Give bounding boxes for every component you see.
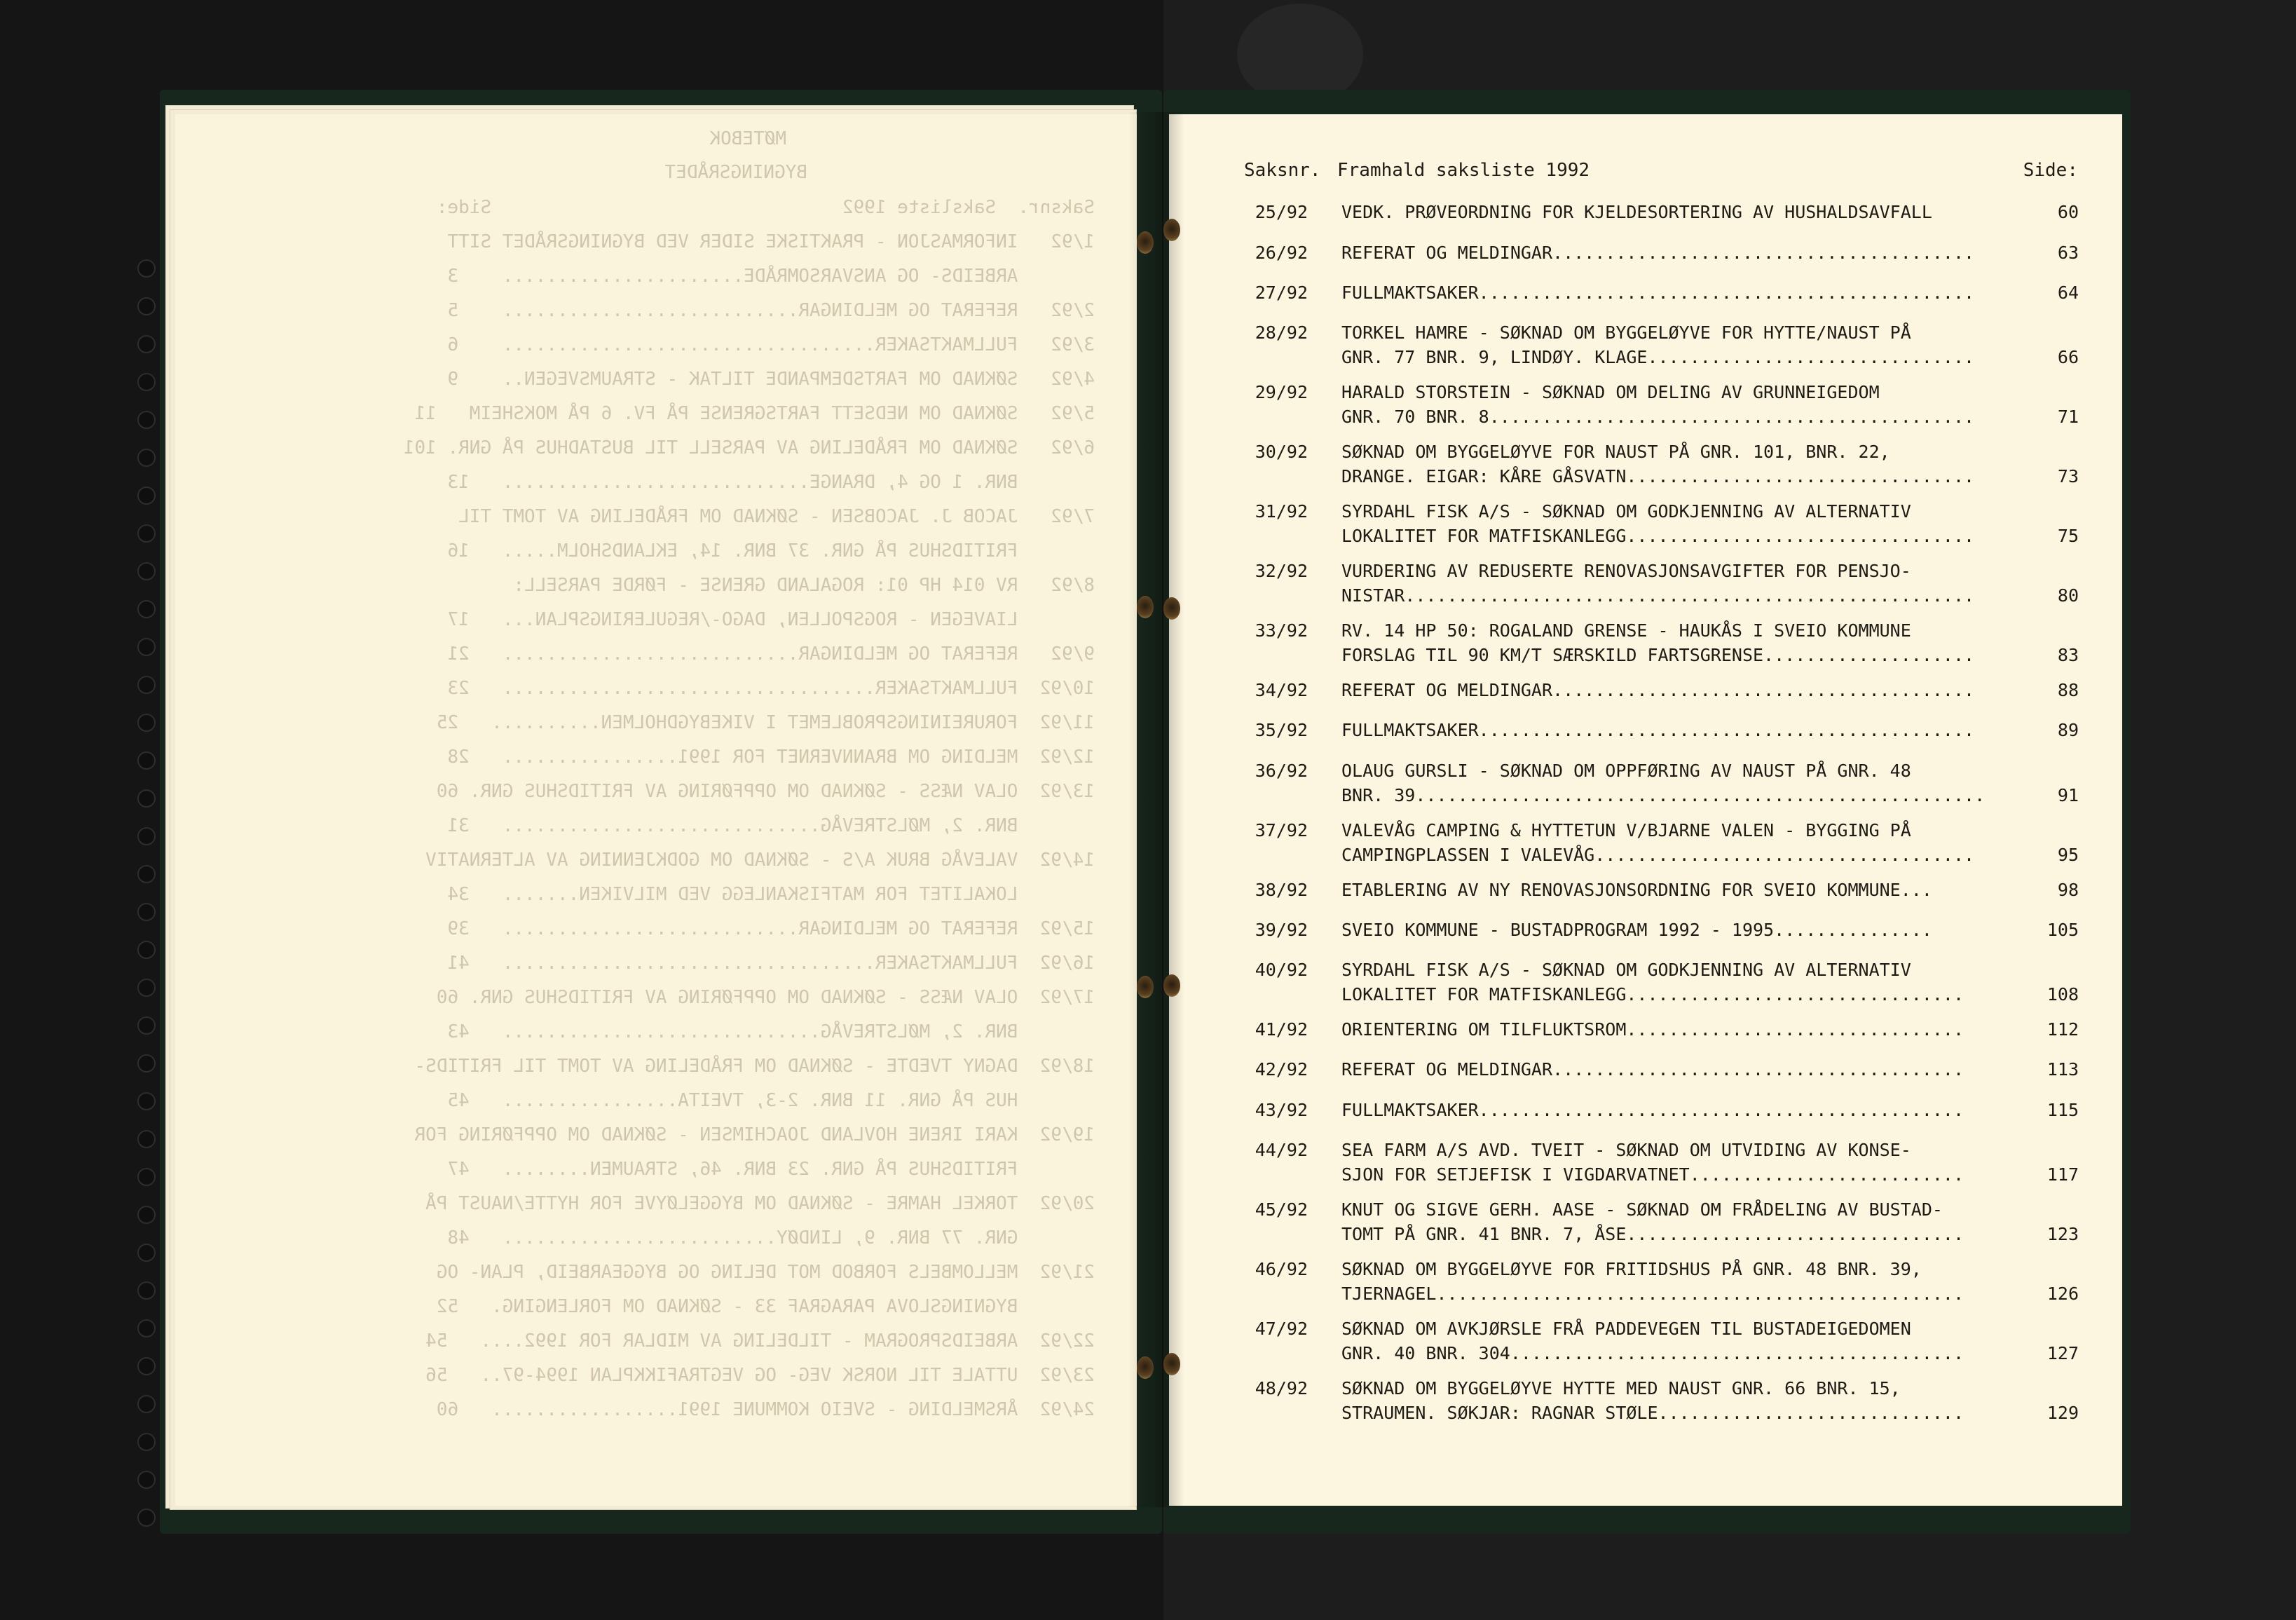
showthrough-line: 3/92 FULLMAKTSAKER.................................. 6 — [447, 334, 1095, 355]
showthrough-line: 19/92 KARI IRENE HOVLAND JOACHIMSEN - SØKNAD OM OPPFØRING FOR — [414, 1124, 1095, 1145]
showthrough-line: 7/92 JACOB J. JACOBSEN - SØKNAD OM FRÅDELING AV TOMT TIL — [458, 506, 1095, 527]
showthrough-line: Saksnr. Saksliste 1992 Side: — [436, 197, 1095, 218]
binder-ring — [137, 676, 156, 694]
entry-title-line: SEA FARM A/S AVD. TVEIT - SØKNAD OM UTVIDING AV KONSE- — [1341, 1140, 1911, 1160]
punch-hole — [1137, 596, 1154, 618]
showthrough-line: MØTEBOK — [709, 128, 786, 149]
entry-title-line: STRAUMEN. SØKJAR: RAGNAR STØLE............................. — [1341, 1403, 1964, 1423]
entry-saksnr: 43/92 — [1255, 1100, 1308, 1120]
punch-hole — [1137, 231, 1154, 254]
entry-saksnr: 27/92 — [1255, 283, 1308, 303]
index-entry — [1238, 1259, 2079, 1308]
showthrough-line: 15/92 REFERAT OG MELDINGAR........................... 39 — [447, 918, 1095, 939]
index-entry — [1238, 1319, 2079, 1368]
binder-ring — [137, 1168, 156, 1186]
binder-ring — [137, 1092, 156, 1110]
punch-hole — [1163, 974, 1180, 997]
entry-saksnr: 48/92 — [1255, 1378, 1308, 1398]
entry-title-line: REFERAT OG MELDINGAR........................................ — [1341, 243, 1975, 263]
index-entry — [1238, 283, 2079, 307]
index-entry — [1238, 1059, 2079, 1084]
entry-page-number: 60 — [2057, 202, 2079, 222]
punch-hole — [1137, 976, 1154, 998]
entry-page-number: 123 — [2046, 1224, 2079, 1244]
showthrough-line: 11/92 FORUREININGSPROBLEMET I VIKEBYGDHOLMEN.......... 25 — [436, 712, 1095, 733]
entry-title-line: GNR. 70 BNR. 8.............................................. — [1341, 407, 1975, 427]
entry-title-line: LOKALITET FOR MATFISKANLEGG................................. — [1341, 526, 1975, 546]
showthrough-line: BNR. 2, MØLSTREVÅG............................. 31 — [447, 815, 1095, 836]
index-entry — [1238, 1019, 2079, 1044]
binder-ring — [137, 1509, 156, 1527]
binder-ring — [137, 373, 156, 391]
entry-title-line: FORSLAG TIL 90 KM/T SÆRSKILD FARTSGRENSE.................... — [1341, 645, 1975, 665]
index-entry — [1238, 761, 2079, 810]
index-entry — [1238, 322, 2079, 372]
index-entry — [1238, 1140, 2079, 1189]
entry-page-number: 75 — [2057, 526, 2079, 546]
showthrough-line: 10/92 FULLMAKTSAKER.................................. 23 — [447, 678, 1095, 699]
binder-ring — [137, 979, 156, 997]
index-entry — [1238, 920, 2079, 944]
entry-page-number: 80 — [2057, 585, 2079, 606]
entry-page-number: 95 — [2057, 845, 2079, 865]
index-entry — [1238, 561, 2079, 610]
entry-title-line: FULLMAKTSAKER............................................... — [1341, 720, 1975, 740]
entry-title-line: SØKNAD OM BYGGELØYVE FOR NAUST PÅ GNR. 101, BNR. 22, — [1341, 442, 1890, 462]
showthrough-line: 23/92 UTTALE TIL NORSK VEG- OG VEGTRAFIKKPLAN 1994-97.. 56 — [425, 1365, 1095, 1386]
index-entry — [1238, 820, 2079, 869]
binder-ring — [137, 1281, 156, 1300]
binder-ring — [137, 1433, 156, 1451]
index-header — [1244, 160, 2078, 184]
showthrough-line: 22/92 ARBEIDSPROGRAM - TILDELING AV MIDLAR FOR 1992.... 54 — [425, 1330, 1095, 1352]
showthrough-line: 12/92 MELDING OM BRANNVERNET FOR 1991................ 28 — [447, 747, 1095, 768]
binder-ring — [137, 449, 156, 467]
entry-title-line: NISTAR...................................................... — [1341, 585, 1975, 606]
binder-ring — [137, 1319, 156, 1337]
showthrough-line: 9/92 REFERAT OG MELDINGAR........................... 21 — [447, 644, 1095, 665]
binder-ring — [137, 865, 156, 883]
entry-page-number: 126 — [2046, 1284, 2079, 1304]
showthrough-line: 13/92 OLAV NÆSS - SØKNAD OM OPPFØRING AV FRITIDSHUS GNR. 60 — [436, 781, 1095, 802]
binding-spine-shadow — [1128, 112, 1184, 1507]
index-entry — [1238, 620, 2079, 669]
showthrough-line: HUS PÅ GNR. 11 BNR. 2-3, TVEITA................ 45 — [447, 1090, 1095, 1111]
entry-page-number: 71 — [2057, 407, 2079, 427]
binder-ring — [137, 714, 156, 732]
showthrough-line: 14/92 VALEVÅG BRUK A/S - SØKNAD OM GODKJENNING AV ALTERNATIV — [425, 850, 1095, 871]
entry-saksnr: 47/92 — [1255, 1319, 1308, 1339]
entry-title-line: GNR. 77 BNR. 9, LINDØY. KLAGE............................... — [1341, 347, 1975, 367]
entry-saksnr: 25/92 — [1255, 202, 1308, 222]
entry-saksnr: 30/92 — [1255, 442, 1308, 462]
punch-hole — [1137, 1356, 1154, 1379]
binder-ring — [137, 1357, 156, 1375]
entry-title-line: OLAUG GURSLI - SØKNAD OM OPPFØRING AV NAUST PÅ GNR. 48 — [1341, 761, 1911, 781]
entry-saksnr: 29/92 — [1255, 382, 1308, 402]
entry-saksnr: 45/92 — [1255, 1199, 1308, 1220]
entry-title-line: VURDERING AV REDUSERTE RENOVASJONSAVGIFTER FOR PENSJO- — [1341, 561, 1911, 581]
entry-title-line: TJERNAGEL.................................................. — [1341, 1284, 1964, 1304]
index-entry — [1238, 501, 2079, 550]
entry-saksnr: 40/92 — [1255, 960, 1308, 980]
binder-ring — [137, 562, 156, 580]
showthrough-line: 1/92 INFORMASJON - PRAKTISKE SIDER VED BYGNINGSRÅDET SITT — [447, 231, 1095, 252]
showthrough-line: BNR. 2, MØLSTREVÅG............................. 43 — [447, 1021, 1095, 1042]
binder-ring — [137, 941, 156, 959]
binder-ring — [137, 1244, 156, 1262]
entry-page-number: 73 — [2057, 466, 2079, 486]
index-entry — [1238, 243, 2079, 267]
entry-title-line: RV. 14 HP 50: ROGALAND GRENSE - HAUKÅS I SVEIO KOMMUNE — [1341, 620, 1911, 641]
entry-page-number: 115 — [2046, 1100, 2079, 1120]
showthrough-line: 4/92 SØKNAD OM FARTSDEMPANDE TILTAK - STRAUMSVEGEN.. 9 — [447, 369, 1095, 390]
showthrough-line: LIAVEGEN - ROGSPOLLEN, DAGO-/REGULERINGSPLAN... 17 — [447, 609, 1095, 630]
showthrough-line: FRITIDSHUS PÅ GNR. 37 BNR. 14, EKLANDSHOLM..... 16 — [447, 540, 1095, 561]
entry-title-line: SVEIO KOMMUNE - BUSTADPROGRAM 1992 - 1995............... — [1341, 920, 1932, 940]
entry-title-line: TORKEL HAMRE - SØKNAD OM BYGGELØYVE FOR HYTTE/NAUST PÅ — [1341, 322, 1911, 343]
index-entry — [1238, 720, 2079, 744]
binder-ring — [137, 297, 156, 315]
header-saksnr: Saksnr. — [1244, 160, 1321, 181]
showthrough-line: GNR. 77 BNR. 9, LINDØY......................... 48 — [447, 1227, 1095, 1248]
binder-ring — [137, 259, 156, 278]
showthrough-line: FRITIDSHUS PÅ GNR. 23 BNR. 46, STRAUMEN........ 47 — [447, 1159, 1095, 1180]
entry-saksnr: 26/92 — [1255, 243, 1308, 263]
entry-title-line: SØKNAD OM AVKJØRSLE FRÅ PADDEVEGEN TIL BUSTADEIGEDOMEN — [1341, 1319, 1911, 1339]
entry-page-number: 91 — [2057, 785, 2079, 805]
entry-page-number: 83 — [2057, 645, 2079, 665]
binder-ring — [137, 411, 156, 429]
entry-title-line: GNR. 40 BNR. 304........................................... — [1341, 1343, 1964, 1363]
entry-title-line: SYRDAHL FISK A/S - SØKNAD OM GODKJENNING AV ALTERNATIV — [1341, 501, 1911, 522]
entry-title-line: BNR. 39...................................................... — [1341, 785, 1986, 805]
entry-title-line: SJON FOR SETJEFISK I VIGDARVATNET.......................... — [1341, 1164, 1964, 1185]
binder-ring — [137, 524, 156, 543]
entry-title-line: DRANGE. EIGAR: KÅRE GÅSVATN................................. — [1341, 466, 1975, 486]
index-entry — [1238, 442, 2079, 491]
entry-page-number: 129 — [2046, 1403, 2079, 1423]
entry-saksnr: 42/92 — [1255, 1059, 1308, 1080]
entry-title-line: ORIENTERING OM TILFLUKTSROM................................ — [1341, 1019, 1964, 1040]
entry-saksnr: 32/92 — [1255, 561, 1308, 581]
binder-ring — [137, 638, 156, 656]
entry-saksnr: 34/92 — [1255, 680, 1308, 700]
entry-page-number: 112 — [2046, 1019, 2079, 1040]
entry-page-number: 105 — [2046, 920, 2079, 940]
entry-title-line: FULLMAKTSAKER.............................................. — [1341, 1100, 1964, 1120]
entry-title-line: REFERAT OG MELDINGAR....................................... — [1341, 1059, 1964, 1080]
binder-ring — [137, 335, 156, 353]
binder-ring — [137, 789, 156, 808]
index-entry — [1238, 382, 2079, 431]
entry-saksnr: 33/92 — [1255, 620, 1308, 641]
showthrough-line: LOKALITET FOR MATFISKANLEGG VED MILVIKEN....... 34 — [447, 884, 1095, 905]
entry-page-number: 64 — [2057, 283, 2079, 303]
showthrough-line: 6/92 SØKNAD OM FRÅDELING AV PARSELL TIL BUSTADHUS PÅ GNR. 101 — [403, 437, 1095, 458]
showthrough-line: BNR. 1 OG 4, DRANGE............................ 13 — [447, 472, 1095, 493]
entry-saksnr: 38/92 — [1255, 880, 1308, 900]
entry-saksnr: 39/92 — [1255, 920, 1308, 940]
punch-hole — [1163, 1353, 1180, 1375]
entry-saksnr: 36/92 — [1255, 761, 1308, 781]
binder-ring — [137, 903, 156, 921]
left-page-showthrough-text — [175, 114, 1137, 1506]
entry-title-line: TOMT PÅ GNR. 41 BNR. 7, ÅSE................................ — [1341, 1224, 1964, 1244]
entry-page-number: 66 — [2057, 347, 2079, 367]
binder-ring — [137, 1016, 156, 1035]
index-entry — [1238, 1199, 2079, 1248]
binder-ring — [137, 1130, 156, 1148]
index-entry — [1238, 202, 2079, 226]
punch-hole — [1163, 219, 1180, 241]
entry-saksnr: 46/92 — [1255, 1259, 1308, 1279]
showthrough-line: 17/92 OLAV NÆSS - SØKNAD OM OPPFØRING AV FRITIDSHUS GNR. 60 — [436, 987, 1095, 1008]
entry-page-number: 89 — [2057, 720, 2079, 740]
showthrough-line: 20/92 TORKEL HAMRE - SØKNAD OM BYGGELØYVE FOR HYTTE/NAUST PÅ — [425, 1193, 1095, 1214]
binder-ring — [137, 1471, 156, 1489]
entry-saksnr: 44/92 — [1255, 1140, 1308, 1160]
showthrough-line: 18/92 DAGNY TVEDTE - SØKNAD OM FRÅDELING AV TOMT TIL FRITIDS- — [414, 1056, 1095, 1077]
entry-title-line: FULLMAKTSAKER............................................... — [1341, 283, 1975, 303]
entry-title-line: VEDK. PRØVEORDNING FOR KJELDESORTERING AV HUSHALDSAVFALL — [1341, 202, 1932, 222]
entry-title-line: LOKALITET FOR MATFISKANLEGG................................ — [1341, 984, 1964, 1005]
left-page — [175, 114, 1137, 1506]
showthrough-line: BYGNINGSRÅDET — [664, 162, 807, 183]
entry-title-line: SØKNAD OM BYGGELØYVE FOR FRITIDSHUS PÅ GNR. 48 BNR. 39, — [1341, 1259, 1922, 1279]
binder-ring — [137, 1206, 156, 1224]
entry-page-number: 88 — [2057, 680, 2079, 700]
showthrough-line: BYGNINGSLOVA PARAGRAF 33 - SØKNAD OM FORLENGING. 52 — [436, 1296, 1095, 1317]
showthrough-line: 5/92 SØKNAD OM NEDSETT FARTSGRENSE PÅ FV. 6 PÅ MOKSHEIM 11 — [414, 403, 1095, 424]
entry-saksnr: 41/92 — [1255, 1019, 1308, 1040]
index-entry — [1238, 680, 2079, 705]
entry-page-number: 117 — [2046, 1164, 2079, 1185]
entry-saksnr: 35/92 — [1255, 720, 1308, 740]
binder-ring — [137, 486, 156, 505]
entry-saksnr: 37/92 — [1255, 820, 1308, 840]
showthrough-line: ARBEIDS- OG ANSVARSOMRÅDE...................... 3 — [447, 266, 1095, 287]
binder-ring — [137, 1395, 156, 1413]
entry-title-line: SYRDAHL FISK A/S - SØKNAD OM GODKJENNING AV ALTERNATIV — [1341, 960, 1911, 980]
showthrough-line: 8/92 RV 014 HP 01: ROGALAND GRENSE - FØRDE PARSELL: — [513, 575, 1095, 596]
entry-title-line: CAMPINGPLASSEN I VALEVÅG.................................... — [1341, 845, 1975, 865]
index-entry — [1238, 1100, 2079, 1124]
header-title: Framhald saksliste 1992 — [1337, 160, 1590, 181]
entry-title-line: ETABLERING AV NY RENOVASJONSORDNING FOR SVEIO KOMMUNE... — [1341, 880, 1932, 900]
binder-ring — [137, 1054, 156, 1073]
showthrough-line: 2/92 REFERAT OG MELDINGAR........................... 5 — [447, 300, 1095, 321]
entry-title-line: HARALD STORSTEIN - SØKNAD OM DELING AV GRUNNEIGEDOM — [1341, 382, 1880, 402]
entry-page-number: 108 — [2046, 984, 2079, 1005]
entry-title-line: REFERAT OG MELDINGAR........................................ — [1341, 680, 1975, 700]
entry-page-number: 63 — [2057, 243, 2079, 263]
entry-saksnr: 28/92 — [1255, 322, 1308, 343]
entry-saksnr: 31/92 — [1255, 501, 1308, 522]
showthrough-line: 24/92 ÅRSMELDING - SVEIO KOMMUNE 1991................. 60 — [436, 1399, 1095, 1420]
entry-page-number: 127 — [2046, 1343, 2079, 1363]
showthrough-line: 21/92 MELLOMBELS FORBOD MOT DELING OG BYGGEARBEID, PLAN- OG — [436, 1262, 1095, 1283]
index-entry — [1238, 1378, 2079, 1427]
header-side: Side: — [2023, 160, 2078, 181]
entry-page-number: 98 — [2057, 880, 2079, 900]
binder-ring — [137, 751, 156, 770]
entry-title-line: VALEVÅG CAMPING & HYTTETUN V/BJARNE VALEN - BYGGING PÅ — [1341, 820, 1911, 840]
binder-ring — [137, 600, 156, 618]
entry-title-line: SØKNAD OM BYGGELØYVE HYTTE MED NAUST GNR. 66 BNR. 15, — [1341, 1378, 1901, 1398]
entry-title-line: KNUT OG SIGVE GERH. AASE - SØKNAD OM FRÅDELING AV BUSTAD- — [1341, 1199, 1943, 1220]
index-entry — [1238, 880, 2079, 904]
index-entry — [1238, 960, 2079, 1009]
binder-ring — [137, 827, 156, 845]
punch-hole — [1163, 597, 1180, 620]
entry-page-number: 113 — [2046, 1059, 2079, 1080]
showthrough-line: 16/92 FULLMAKTSAKER.................................. 41 — [447, 953, 1095, 974]
